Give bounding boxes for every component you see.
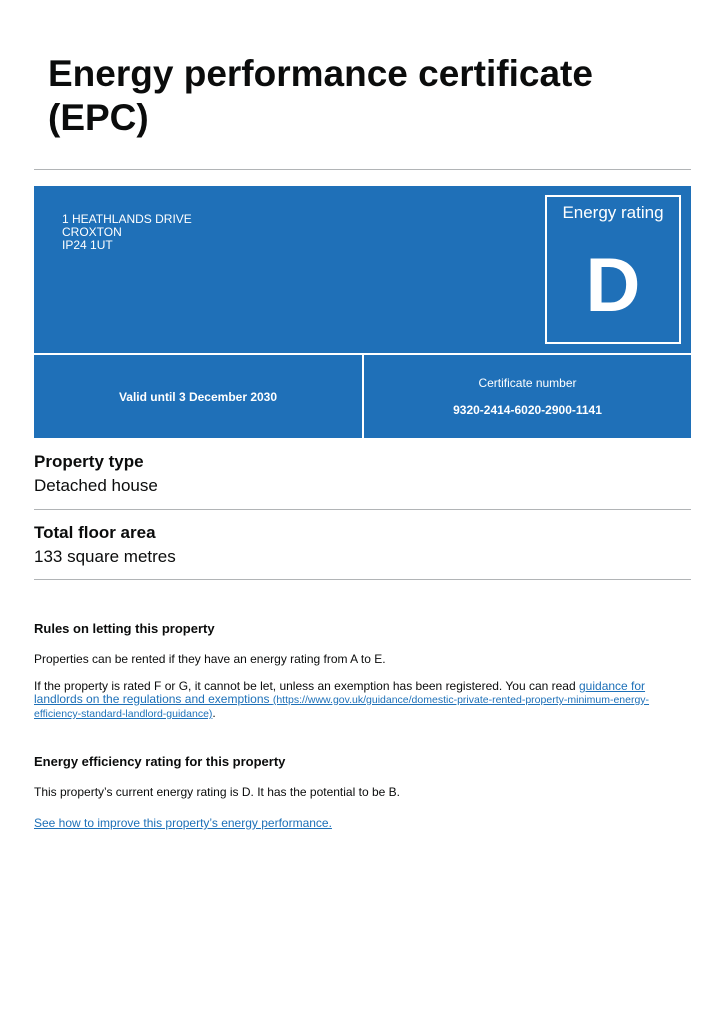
certificate-number: 9320-2414-6020-2900-1141 [453,403,602,417]
letting-rules-heading: Rules on letting this property [34,621,215,636]
summary-divider [34,579,691,580]
landlord-guidance-link-text: guidance for landlords on the regulations and exemptions [34,679,646,706]
property-type-value: Detached house [34,476,158,495]
improve-performance-link[interactable]: See how to improve this property’s energy performance. [34,816,332,830]
energy-rating-letter: D [585,243,641,328]
summary-divider [34,509,691,510]
letting-exemption-text: If the property is rated F or G, it cannot be let, unless an exemption has been registered. You can read [34,679,579,693]
page-title: Energy performance certificate (EPC) [48,53,593,138]
address-line-1: 1 HEATHLANDS DRIVE [62,212,192,226]
efficiency-rating-heading: Energy efficiency rating for this property [34,754,286,769]
certificate-header [34,186,691,438]
floor-area-label: Total floor area [34,523,156,542]
energy-rating-label: Energy rating [562,203,664,222]
certificate-number-cell [364,355,691,438]
address-line-2: CROXTON [62,225,122,239]
letting-exemption-paragraph [34,680,694,721]
floor-area-value: 133 square metres [34,547,176,566]
letting-exemption-end: . [212,706,216,720]
certificate-number-label: Certificate number [478,376,577,390]
property-type-label: Property type [34,452,144,471]
title-divider [34,169,691,170]
valid-until-text: Valid until 3 December 2030 [118,389,278,404]
valid-until [34,355,362,438]
energy-rating-box [545,195,681,344]
letting-rules-paragraph: Properties can be rented if they have an energy rating from A to E. [34,652,386,666]
landlord-guidance-url: (https://www.gov.uk/guidance/domestic-private-rented-property-minimum-energy-efficiency-standard-landlord-guidance) [34,694,650,720]
improve-performance-container [34,817,694,830]
property-address [62,213,192,252]
efficiency-rating-paragraph: This property’s current energy rating is D. It has the potential to be B. [34,785,400,799]
address-line-3: IP24 1UT [62,238,113,252]
